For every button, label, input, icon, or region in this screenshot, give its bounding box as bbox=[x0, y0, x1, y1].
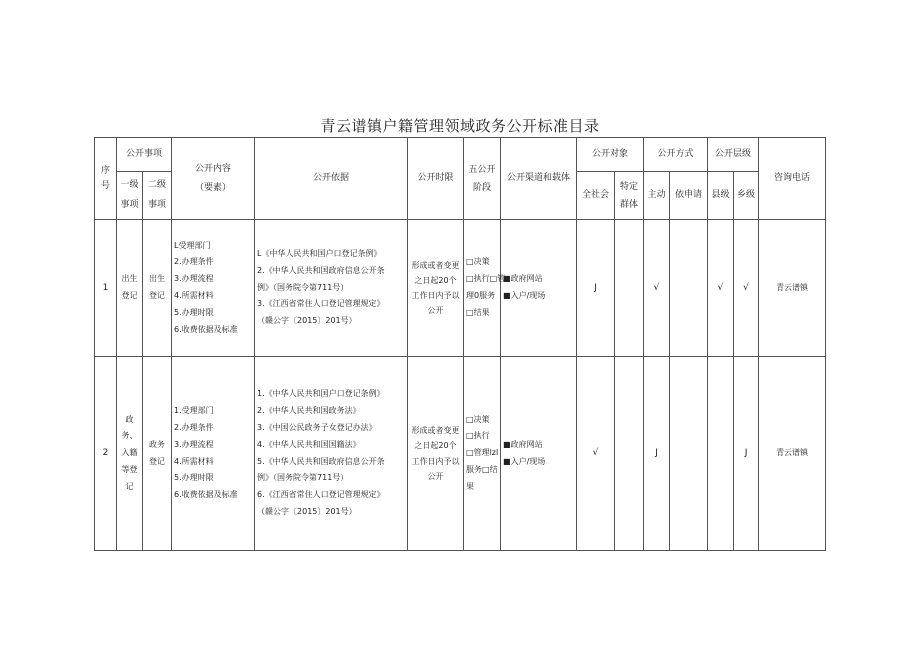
page-title: 青云谱镇户籍管理领域政务公开标准目录 bbox=[320, 117, 600, 135]
catalog-table bbox=[94, 137, 826, 551]
row-target-group bbox=[615, 220, 644, 357]
row-level-county bbox=[708, 357, 734, 551]
header-stage: 五公开阶段 bbox=[464, 138, 501, 220]
row-target-group bbox=[615, 357, 644, 551]
row-basis: L《中华人民共和国户口登记条例》 2.《中华人民共和国政府信息公开条 例》（国务院令第711号） 3.《江西省常住人口登记管理规定》 （赣公字〔2015〕201号） bbox=[255, 220, 408, 357]
header-level1: 一级事项 bbox=[117, 172, 143, 220]
header-mode-active: 主动 bbox=[644, 172, 670, 220]
row-level1: 政务、入籍等登记 bbox=[117, 357, 143, 551]
row-phone: 青云谱镇 bbox=[759, 220, 826, 357]
row-seq: 2 bbox=[95, 357, 117, 551]
row-level-county: √ bbox=[708, 220, 734, 357]
row-channel: ■政府网站 ■入户/现场 bbox=[501, 357, 577, 551]
header-channel: 公开渠道和载体 bbox=[501, 138, 577, 220]
row-content: L受理部门 2.办理条件 3.办理流程 4.所需材料 5.办理时限 6.收费依据及标准 bbox=[172, 220, 255, 357]
header-basis: 公开依据 bbox=[255, 138, 408, 220]
row-stage: □决策 □执行□管 理0服务 □结果 bbox=[464, 220, 501, 357]
header-phone: 咨询电话 bbox=[759, 138, 826, 220]
row-level1: 出生登记 bbox=[117, 220, 143, 357]
row-level-town: J bbox=[734, 357, 759, 551]
header-mode-apply: 依申请 bbox=[670, 172, 708, 220]
header-level2: 二级事项 bbox=[143, 172, 172, 220]
row-level-town: √ bbox=[734, 220, 759, 357]
header-target-group: 特定群体 bbox=[615, 172, 644, 220]
table-row bbox=[95, 220, 826, 357]
row-level2: 政务登记 bbox=[143, 357, 172, 551]
header-time: 公开时限 bbox=[408, 138, 464, 220]
row-target-all: √ bbox=[577, 357, 615, 551]
row-mode-apply bbox=[670, 357, 708, 551]
row-target-all: J bbox=[577, 220, 615, 357]
header-target: 公开对象 bbox=[577, 138, 644, 172]
row-channel: ■政府网站 ■入户/现场 bbox=[501, 220, 577, 357]
header-seq: 序号 bbox=[95, 138, 117, 220]
row-mode-active: √ bbox=[644, 220, 670, 357]
row-mode-active: J bbox=[644, 357, 670, 551]
header-level-town: 乡级 bbox=[734, 172, 759, 220]
row-basis: 1.《中华人民共和国户口登记条例》 2.《中华人民共和国政务法》 3.《中国公民政务子女登记办法》 4.《中华人民共和国国籍法》 5.《中华人民共和国政府信息公开条 例》（国务院令第711号） 6.《江西省常住人口登记管理规定》 （赣公字〔2015〕201号） bbox=[255, 357, 408, 551]
row-content: 1.受理部门 2.办理条件 3.办理流程 4.所需材料 5.办理时限 6.收费依据及标准 bbox=[172, 357, 255, 551]
row-stage: □决策 □执行 □管理lzl 服务□结 果 bbox=[464, 357, 501, 551]
row-mode-apply bbox=[670, 220, 708, 357]
row-phone: 青云谱镇 bbox=[759, 357, 826, 551]
header-level: 公开层级 bbox=[708, 138, 759, 172]
header-items: 公开事项 bbox=[117, 138, 172, 172]
row-level2: 出生登记 bbox=[143, 220, 172, 357]
header-content: 公开内容 （要素） bbox=[172, 138, 255, 220]
header-target-all: 全社会 bbox=[577, 172, 615, 220]
header-level-county: 县级 bbox=[708, 172, 734, 220]
row-seq: 1 bbox=[95, 220, 117, 357]
header-mode: 公开方式 bbox=[644, 138, 708, 172]
row-time: 形成或者变更之日起20个工作日内予以公开 bbox=[408, 357, 464, 551]
row-time: 形成或者变更之日起20个工作日内予以公开 bbox=[408, 220, 464, 357]
table-row bbox=[95, 357, 826, 551]
